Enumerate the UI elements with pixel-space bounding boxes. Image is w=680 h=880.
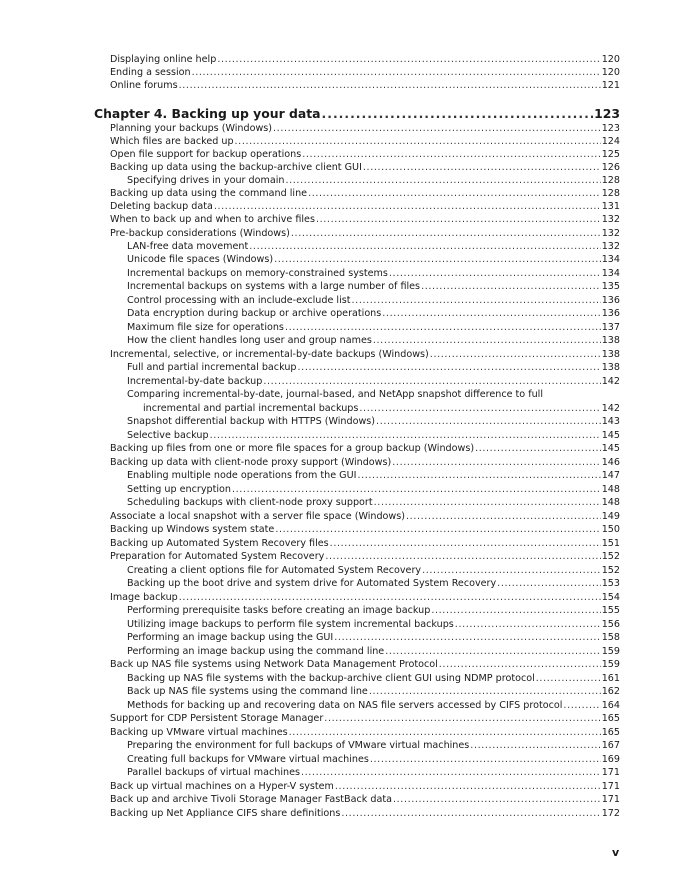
- dot-leader: [291, 227, 601, 240]
- dot-leader: [325, 550, 600, 563]
- dot-leader: [308, 187, 601, 200]
- toc-entry-label: Support for CDP Persistent Storage Manager: [110, 713, 324, 724]
- toc-subentry-continuation[interactable]: [143, 402, 620, 415]
- toc-subentry[interactable]: [127, 307, 620, 320]
- dot-leader: [369, 685, 601, 698]
- toc-entry-label: Backing up Windows system state: [110, 524, 275, 535]
- toc-subentry[interactable]: [127, 253, 620, 266]
- toc-entry-page: 161: [601, 673, 620, 684]
- toc-entry-label: incremental and partial incremental backups: [143, 403, 359, 414]
- toc-entry[interactable]: [110, 537, 620, 550]
- toc-entry[interactable]: [110, 79, 620, 92]
- toc-entry-label: Online forums: [110, 80, 178, 91]
- toc-entry-label: Performing prerequisite tasks before creating an image backup: [127, 605, 431, 616]
- toc-entry-page: 158: [601, 632, 620, 643]
- toc-entry-page: 123: [594, 106, 620, 121]
- toc-subentry[interactable]: [127, 618, 620, 631]
- toc-entry[interactable]: [110, 200, 620, 213]
- dot-leader: [179, 79, 601, 92]
- dot-leader: [470, 739, 600, 752]
- toc-entry-label: Selective backup: [127, 430, 209, 441]
- toc-entry-page: 165: [601, 727, 620, 738]
- dot-leader: [285, 174, 600, 187]
- toc-subentry[interactable]: [127, 685, 620, 698]
- toc-subentry[interactable]: [127, 429, 620, 442]
- toc-entry[interactable]: [110, 348, 620, 361]
- toc-entry[interactable]: [110, 66, 620, 79]
- toc-entry-page: 147: [601, 470, 620, 481]
- dot-leader: [322, 106, 594, 122]
- toc-subentry[interactable]: [127, 321, 620, 334]
- toc-entry-label: Ending a session: [110, 67, 191, 78]
- toc-entry-label: Planning your backups (Windows): [110, 123, 273, 134]
- toc-entry-page: 159: [601, 659, 620, 670]
- toc-entry-label: Performing an image backup using the GUI: [127, 632, 334, 643]
- dot-leader: [497, 577, 601, 590]
- toc-entry-label: Incremental, selective, or incremental-by-date backups (Windows): [110, 349, 429, 360]
- toc-entry[interactable]: [110, 550, 620, 563]
- toc-entry-page: 159: [601, 646, 620, 657]
- toc-entry-label: Backing up data using the backup-archive client GUI: [110, 162, 362, 173]
- dot-leader: [439, 658, 601, 671]
- toc-entry-page: 120: [601, 54, 620, 65]
- toc-subentry[interactable]: [127, 469, 620, 482]
- toc-entry-label: LAN-free data movement: [127, 241, 249, 252]
- toc-entry-page: 128: [601, 188, 620, 199]
- toc-entry-label: Preparing the environment for full backups of VMware virtual machines: [127, 740, 470, 751]
- toc-entry-page: 132: [601, 214, 620, 225]
- toc-entry[interactable]: [110, 148, 620, 161]
- dot-leader: [374, 496, 601, 509]
- dot-leader: [192, 66, 601, 79]
- toc-entry-page: 135: [601, 281, 620, 292]
- toc-entry-label: Control processing with an include-exclude list: [127, 295, 351, 306]
- toc-entry-label: Back up NAS file systems using Network Data Management Protocol: [110, 659, 438, 670]
- toc-entry[interactable]: [110, 712, 620, 725]
- toc-subentry[interactable]: [127, 753, 620, 766]
- toc-entry[interactable]: [110, 658, 620, 671]
- toc-entry-label: Incremental-by-date backup: [127, 376, 263, 387]
- dot-leader: [179, 591, 601, 604]
- toc-entry-page: 143: [601, 416, 620, 427]
- toc-entry-page: 125: [601, 149, 620, 160]
- toc-entry-page: 136: [601, 308, 620, 319]
- toc-entry-label: Backing up files from one or more file spaces for a group backup (Windows): [110, 443, 475, 454]
- toc-entry-label: Incremental backups on memory-constrained systems: [127, 268, 388, 279]
- dot-leader: [301, 766, 601, 779]
- dot-leader: [232, 483, 601, 496]
- toc-entry-label: Back up virtual machines on a Hyper-V system: [110, 781, 334, 792]
- toc-subentry[interactable]: [127, 672, 620, 685]
- toc-entry-page: 126: [601, 162, 620, 173]
- toc-entry-label: Backing up VMware virtual machines: [110, 727, 288, 738]
- toc-entry-page: 145: [601, 430, 620, 441]
- toc-subentry[interactable]: [127, 604, 620, 617]
- toc-entry-page: 121: [601, 80, 620, 91]
- toc-entry-label: Incremental backups on systems with a large number of files: [127, 281, 421, 292]
- toc-entry-label: Performing an image backup using the command line: [127, 646, 385, 657]
- dot-leader: [273, 122, 601, 135]
- dot-leader: [249, 240, 600, 253]
- toc-entry[interactable]: [110, 726, 620, 739]
- toc-entry[interactable]: [110, 456, 620, 469]
- toc-subentry[interactable]: [127, 739, 620, 752]
- dot-leader: [217, 53, 600, 66]
- toc-entry-page: 136: [601, 295, 620, 306]
- dot-leader: [563, 699, 600, 712]
- toc-subentry[interactable]: [127, 334, 620, 347]
- toc-entry-label: Snapshot differential backup with HTTPS (Windows): [127, 416, 376, 427]
- toc-entry-page: 148: [601, 497, 620, 508]
- toc-entry-label: Preparation for Automated System Recovery: [110, 551, 325, 562]
- toc-entry-label: Back up and archive Tivoli Storage Manager FastBack data: [110, 794, 392, 805]
- toc-subentry[interactable]: [127, 483, 620, 496]
- toc-entry-label: Full and partial incremental backup: [127, 362, 297, 373]
- toc-entry-page: 123: [601, 123, 620, 134]
- toc-entry-page: 148: [601, 484, 620, 495]
- dot-leader: [475, 442, 601, 455]
- toc-entry-label: Backing up data using the command line: [110, 188, 308, 199]
- toc-entry[interactable]: [110, 187, 620, 200]
- toc-entry-page: 142: [601, 376, 620, 387]
- toc-subentry[interactable]: [127, 361, 620, 374]
- toc-entry-label: Image backup: [110, 592, 178, 603]
- dot-leader: [370, 753, 601, 766]
- dot-leader: [393, 793, 601, 806]
- toc-entry-label: Enabling multiple node operations from the GUI: [127, 470, 357, 481]
- toc-entry-page: 165: [601, 713, 620, 724]
- toc-entry-label: Chapter 4. Backing up your data: [94, 106, 321, 121]
- toc-subentry[interactable]: [127, 415, 620, 428]
- dot-leader: [430, 348, 601, 361]
- toc-entry-label: Which files are backed up: [110, 136, 234, 147]
- toc-subentry[interactable]: [127, 280, 620, 293]
- toc-entry-label: Utilizing image backups to perform file system incremental backups: [127, 619, 454, 630]
- toc-entry-label: Unicode file spaces (Windows): [127, 254, 274, 265]
- toc-entry-page: 155: [601, 605, 620, 616]
- toc-entry-page: 150: [601, 524, 620, 535]
- toc-entry[interactable]: [110, 227, 620, 240]
- toc-subentry[interactable]: [127, 267, 620, 280]
- dot-leader: [334, 631, 600, 644]
- dot-leader: [357, 469, 600, 482]
- dot-leader: [302, 148, 600, 161]
- toc-entry-page: 132: [601, 228, 620, 239]
- toc-entry-label: When to back up and when to archive files: [110, 214, 315, 225]
- toc-entry-page: 134: [601, 268, 620, 279]
- toc-entry-page: 132: [601, 241, 620, 252]
- toc-entry[interactable]: [110, 793, 620, 806]
- toc-entry-label: Specifying drives in your domain: [127, 175, 285, 186]
- toc-entry[interactable]: [110, 780, 620, 793]
- toc-entry-label: Open file support for backup operations: [110, 149, 302, 160]
- toc-entry-page: 167: [601, 740, 620, 751]
- toc-entry-page: 153: [601, 578, 620, 589]
- dot-leader: [263, 375, 600, 388]
- toc-subentry[interactable]: [127, 699, 620, 712]
- toc-entry-page: 162: [601, 686, 620, 697]
- dot-leader: [235, 135, 601, 148]
- toc-entry-label: Backing up Automated System Recovery files: [110, 538, 329, 549]
- dot-leader: [285, 321, 601, 334]
- dot-leader: [341, 807, 600, 820]
- toc-entry-label: Backing up NAS file systems with the backup-archive client GUI using NDMP protocol: [127, 673, 535, 684]
- dot-leader: [385, 645, 600, 658]
- chapter-heading[interactable]: [94, 106, 620, 122]
- toc-entry-page: 152: [601, 565, 620, 576]
- toc-entry-label: Backing up data with client-node proxy support (Windows): [110, 457, 392, 468]
- dot-leader: [536, 672, 601, 685]
- toc-subentry-wrapped-line[interactable]: Comparing incremental-by-date, journal-based, and NetApp snapshot difference to full: [127, 389, 544, 400]
- toc-entry-label: Scheduling backups with client-node proxy support: [127, 497, 373, 508]
- toc-entry-label: Setting up encryption: [127, 484, 231, 495]
- toc-entry-label: Associate a local snapshot with a server file space (Windows): [110, 511, 406, 522]
- toc-entry-label: Maximum file size for operations: [127, 322, 284, 333]
- dot-leader: [455, 618, 601, 631]
- toc-entry-label: Backing up Net Appliance CIFS share definitions: [110, 808, 341, 819]
- toc-entry-page: 131: [601, 201, 620, 212]
- toc-entry-page: 171: [601, 781, 620, 792]
- toc-entry-page: 138: [601, 362, 620, 373]
- dot-leader: [298, 361, 601, 374]
- toc-subentry[interactable]: [127, 496, 620, 509]
- toc-entry-page: 171: [601, 794, 620, 805]
- dot-leader: [389, 267, 601, 280]
- toc-entry-label: Creating full backups for VMware virtual machines: [127, 754, 369, 765]
- dot-leader: [359, 402, 600, 415]
- dot-leader: [275, 523, 600, 536]
- dot-leader: [289, 726, 601, 739]
- toc-entry-label: Data encryption during backup or archive operations: [127, 308, 382, 319]
- toc-entry-page: 138: [601, 335, 620, 346]
- toc-entry[interactable]: [110, 510, 620, 523]
- toc-entry-page: 152: [601, 551, 620, 562]
- toc-entry-page: 156: [601, 619, 620, 630]
- toc-entry-page: 134: [601, 254, 620, 265]
- dot-leader: [274, 253, 601, 266]
- toc-subentry[interactable]: [127, 766, 620, 779]
- dot-leader: [210, 429, 601, 442]
- dot-leader: [373, 334, 601, 347]
- toc-subentry[interactable]: [127, 294, 620, 307]
- toc-entry[interactable]: [110, 807, 620, 820]
- toc-entry-page: 164: [601, 700, 620, 711]
- toc-subentry[interactable]: [127, 577, 620, 590]
- dot-leader: [330, 537, 601, 550]
- toc-entry-page: 172: [601, 808, 620, 819]
- toc-entry-page: 120: [601, 67, 620, 78]
- toc-entry-page: 146: [601, 457, 620, 468]
- toc-entry-label: Creating a client options file for Automated System Recovery: [127, 565, 422, 576]
- toc-entry-label: Back up NAS file systems using the command line: [127, 686, 368, 697]
- toc-entry-label: Deleting backup data: [110, 201, 213, 212]
- dot-leader: [324, 712, 600, 725]
- toc-subentry[interactable]: [127, 631, 620, 644]
- dot-leader: [363, 161, 601, 174]
- dot-leader: [335, 780, 601, 793]
- toc-entry[interactable]: [110, 122, 620, 135]
- toc-entry-page: 154: [601, 592, 620, 603]
- toc-entry[interactable]: [110, 591, 620, 604]
- dot-leader: [214, 200, 601, 213]
- toc-entry-page: 138: [601, 349, 620, 360]
- toc-entry-label: Backing up the boot drive and system drive for Automated System Recovery: [127, 578, 497, 589]
- dot-leader: [392, 456, 600, 469]
- toc-subentry[interactable]: [127, 240, 620, 253]
- dot-leader: [431, 604, 600, 617]
- toc-subentry[interactable]: [127, 645, 620, 658]
- toc-subentry[interactable]: [127, 375, 620, 388]
- toc-entry[interactable]: [110, 161, 620, 174]
- toc-subentry[interactable]: [127, 174, 620, 187]
- toc-entry-page: 124: [601, 136, 620, 147]
- dot-leader: [382, 307, 600, 320]
- toc-entry[interactable]: [110, 135, 620, 148]
- toc-entry-page: 142: [601, 403, 620, 414]
- toc-entry[interactable]: [110, 442, 620, 455]
- toc-entry[interactable]: [110, 53, 620, 66]
- toc-entry-page: 149: [601, 511, 620, 522]
- toc-entry[interactable]: [110, 213, 620, 226]
- toc-subentry[interactable]: [127, 564, 620, 577]
- dot-leader: [352, 294, 601, 307]
- toc-entry-label: How the client handles long user and group names: [127, 335, 372, 346]
- toc-entry[interactable]: [110, 523, 620, 536]
- toc-entry-page: 128: [601, 175, 620, 186]
- toc-entry-page: 137: [601, 322, 620, 333]
- toc-entry-label: Displaying online help: [110, 54, 217, 65]
- toc-entry-label: Pre-backup considerations (Windows): [110, 228, 290, 239]
- toc-entry-label: Parallel backups of virtual machines: [127, 767, 300, 778]
- dot-leader: [316, 213, 601, 226]
- toc-entry-page: 169: [601, 754, 620, 765]
- dot-leader: [376, 415, 601, 428]
- toc-entry-page: 171: [601, 767, 620, 778]
- page-number: v: [612, 846, 620, 859]
- toc-entry-page: 145: [601, 443, 620, 454]
- dot-leader: [406, 510, 601, 523]
- dot-leader: [421, 280, 601, 293]
- dot-leader: [422, 564, 601, 577]
- toc-entry-page: 151: [601, 538, 620, 549]
- toc-entry-label: Methods for backing up and recovering data on NAS file servers accessed by CIFS protocol: [127, 700, 563, 711]
